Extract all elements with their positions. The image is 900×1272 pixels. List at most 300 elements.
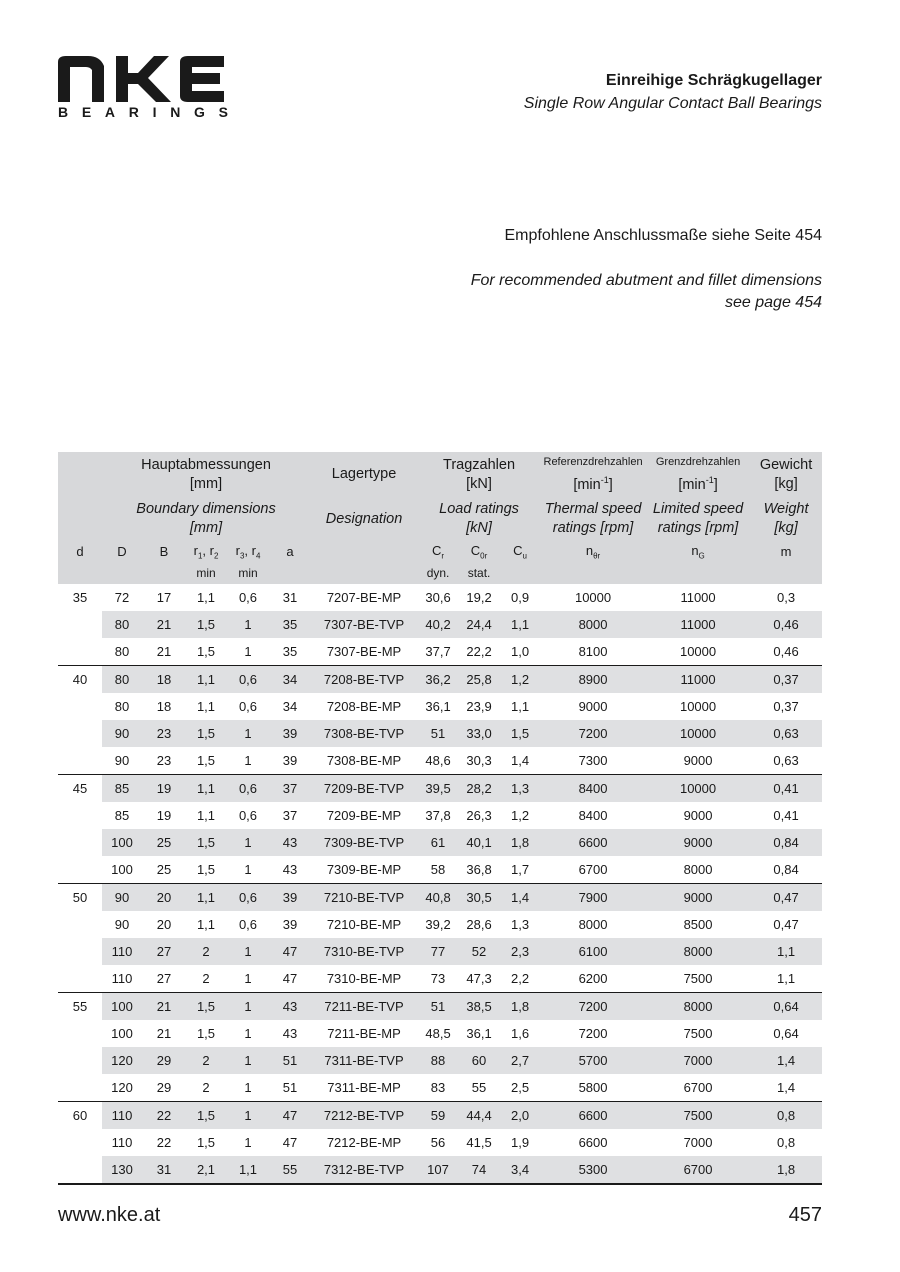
cell-type: 7211-BE-TVP [310, 993, 418, 1021]
col-cr: $C_r$ [418, 541, 458, 562]
cell-m: 1,4 [777, 1080, 796, 1095]
cell-type: 7210-BE-TVP [310, 884, 418, 912]
cell-cr: 51 [418, 720, 458, 747]
cell-cu: 1,9 [511, 1135, 530, 1150]
logo-letter: E [81, 104, 92, 120]
cell-a: 43 [270, 829, 310, 856]
col-D: D [102, 541, 142, 562]
table-row [58, 802, 822, 829]
table-row [58, 666, 822, 694]
cell-r12: 1,5 [186, 829, 226, 856]
cell-B: 29 [142, 1047, 186, 1074]
cell-nr: 8000 [578, 917, 608, 932]
cell-a: 51 [270, 1047, 310, 1074]
cell-m: 1,8 [750, 1156, 822, 1184]
cell-m: 0,84 [750, 829, 822, 856]
cell-ng: 9000 [646, 884, 750, 912]
table-row [58, 938, 822, 965]
cell-d [58, 611, 102, 638]
cell-d: 35 [72, 590, 88, 605]
cell-cu: 1,3 [511, 917, 530, 932]
cell-ng: 8000 [646, 993, 750, 1021]
cell-r12: 1,1 [196, 808, 216, 823]
cell-cu: 0,9 [511, 590, 530, 605]
table-row [58, 965, 822, 993]
table-row [58, 747, 822, 775]
cell-D: 130 [102, 1156, 142, 1184]
cell-cu: 2,3 [500, 938, 540, 965]
table-row [58, 829, 822, 856]
cell-m: 0,64 [750, 993, 822, 1021]
table-row [58, 720, 822, 747]
cell-d [58, 856, 102, 884]
cell-c0r: 55 [471, 1080, 487, 1095]
group-weight-de: Gewicht [kg] [750, 452, 822, 497]
cell-D: 110 [111, 971, 133, 986]
cell-D: 110 [111, 1135, 133, 1150]
cell-d: 45 [58, 775, 102, 803]
cell-cu: 1,4 [511, 753, 530, 768]
cell-ng: 10000 [646, 775, 750, 803]
cell-c0r: 41,5 [466, 1135, 492, 1150]
cell-nr: 10000 [574, 590, 612, 605]
cell-B: 18 [156, 699, 172, 714]
cell-ng: 8000 [683, 862, 713, 877]
cell-B: 27 [142, 938, 186, 965]
cell-D: 100 [102, 993, 142, 1021]
cell-a: 47 [270, 938, 310, 965]
cell-nr: 5300 [540, 1156, 646, 1184]
cell-nr: 7200 [540, 720, 646, 747]
cell-B: 27 [156, 971, 172, 986]
cell-cu: 1,1 [511, 699, 530, 714]
cell-cu: 1,1 [500, 611, 540, 638]
note-english-line1: For recommended abutment and fillet dimensions [470, 272, 822, 289]
cell-r34: 0,6 [238, 699, 258, 714]
cell-r34: 1 [244, 971, 252, 986]
cell-D: 90 [114, 917, 130, 932]
cell-r12: 2 [186, 1047, 226, 1074]
cell-r12: 1,5 [196, 753, 216, 768]
cell-cr: 56 [430, 1135, 446, 1150]
cell-r34: 1 [226, 1102, 270, 1130]
cell-cr: 73 [430, 971, 446, 986]
cell-type: 7207-BE-MP [326, 590, 402, 605]
group-lim-de: Grenzdrehzahlen $[\min^{-1}]$ [646, 452, 750, 497]
cell-a: 39 [270, 884, 310, 912]
cell-r34: 1 [244, 1080, 252, 1095]
cell-D: 80 [102, 611, 142, 638]
cell-c0r: 26,3 [466, 808, 492, 823]
cell-B: 31 [142, 1156, 186, 1184]
cell-cu: 1,0 [511, 644, 530, 659]
cell-r12: 2 [186, 938, 226, 965]
cell-a: 35 [270, 611, 310, 638]
cell-cu: 1,4 [500, 884, 540, 912]
cell-a: 37 [270, 775, 310, 803]
cell-m: 0,63 [773, 753, 799, 768]
cell-cr: 88 [418, 1047, 458, 1074]
sub-dyn: dyn. [418, 562, 458, 584]
table-row [58, 1129, 822, 1156]
group-load-de: Tragzahlen [kN] [418, 452, 540, 497]
cell-nr: 6600 [540, 1102, 646, 1130]
cell-nr: 6100 [540, 938, 646, 965]
page-title-german: Einreihige Schrägkugellager [605, 72, 822, 89]
cell-cu: 1,3 [500, 775, 540, 803]
cell-cu: 1,6 [511, 1026, 530, 1041]
cell-B: 22 [156, 1135, 172, 1150]
cell-r34: 1 [226, 829, 270, 856]
cell-c0r: 74 [458, 1156, 500, 1184]
cell-d: 50 [58, 884, 102, 912]
cell-r34: 1 [244, 1135, 252, 1150]
cell-d [58, 720, 102, 747]
cell-m: 1,1 [777, 971, 796, 986]
cell-d [58, 1020, 102, 1047]
cell-cr: 36,1 [425, 699, 451, 714]
cell-cr: 39,2 [425, 917, 451, 932]
cell-type: 7209-BE-MP [326, 808, 402, 823]
cell-a: 39 [270, 720, 310, 747]
cell-ng: 7500 [683, 971, 713, 986]
cell-c0r: 28,2 [458, 775, 500, 803]
cell-D: 100 [102, 829, 142, 856]
cell-cr: 39,5 [418, 775, 458, 803]
cell-D: 120 [102, 1047, 142, 1074]
sub-stat: stat. [458, 562, 500, 584]
cell-cr: 37,8 [425, 808, 451, 823]
cell-r34: 1,1 [226, 1156, 270, 1184]
cell-type: 7311-BE-MP [327, 1080, 401, 1095]
cell-m: 0,46 [773, 644, 799, 659]
cell-type: 7210-BE-MP [326, 917, 402, 932]
cell-c0r: 36,1 [466, 1026, 492, 1041]
table-row [58, 1047, 822, 1074]
cell-B: 20 [156, 917, 172, 932]
cell-B: 29 [156, 1080, 172, 1095]
cell-c0r: 22,2 [466, 644, 492, 659]
cell-c0r: 33,0 [458, 720, 500, 747]
cell-r12: 1,5 [196, 1135, 216, 1150]
cell-r12: 1,1 [186, 884, 226, 912]
cell-B: 25 [156, 862, 172, 877]
nke-logo [58, 56, 228, 120]
logo-letter: S [218, 104, 228, 120]
cell-m: 0,37 [750, 666, 822, 694]
cell-d [58, 802, 102, 829]
cell-type: 7307-BE-MP [326, 644, 402, 659]
cell-ng: 9000 [683, 808, 713, 823]
cell-r12: 1,5 [186, 993, 226, 1021]
cell-r12: 1,1 [196, 699, 216, 714]
cell-d [58, 747, 102, 775]
group-load-en: Load ratings [kN] [418, 497, 540, 541]
note-english-line2: see page 454 [725, 294, 822, 311]
cell-nr: 8000 [540, 611, 646, 638]
col-r34: $r_3$, $r_4$ [226, 541, 270, 562]
cell-r34: 0,6 [226, 666, 270, 694]
cell-type: 7307-BE-TVP [310, 611, 418, 638]
logo-letter: N [170, 104, 181, 120]
cell-a: 51 [282, 1080, 298, 1095]
cell-cr: 30,6 [425, 590, 451, 605]
cell-ng: 9000 [646, 829, 750, 856]
cell-B: 25 [142, 829, 186, 856]
cell-r12: 1,1 [196, 590, 216, 605]
cell-d [58, 638, 102, 666]
cell-m: 1,4 [750, 1047, 822, 1074]
cell-a: 39 [282, 917, 298, 932]
cell-ng: 10000 [646, 720, 750, 747]
table-row [58, 584, 822, 611]
cell-d [58, 938, 102, 965]
cell-D: 85 [114, 808, 130, 823]
cell-nr: 7200 [578, 1026, 608, 1041]
sub-min: min [186, 562, 226, 584]
cell-type: 7208-BE-MP [326, 699, 402, 714]
cell-c0r: 28,6 [466, 917, 492, 932]
cell-B: 17 [156, 590, 172, 605]
cell-d [58, 1156, 102, 1184]
cell-m: 0,41 [750, 775, 822, 803]
cell-cu: 1,8 [500, 993, 540, 1021]
cell-r34: 1 [226, 720, 270, 747]
cell-r34: 1 [244, 1026, 252, 1041]
cell-d [58, 1074, 102, 1102]
cell-d: 55 [58, 993, 102, 1021]
cell-r12: 1,1 [196, 917, 216, 932]
cell-ng: 8000 [646, 938, 750, 965]
cell-type: 7310-BE-MP [326, 971, 402, 986]
cell-r12: 1,1 [186, 666, 226, 694]
cell-m: 0,41 [773, 808, 799, 823]
cell-cu: 2,5 [511, 1080, 530, 1095]
cell-c0r: 19,2 [466, 590, 492, 605]
cell-D: 90 [102, 720, 142, 747]
col-r12: $r_1$, $r_2$ [186, 541, 226, 562]
cell-c0r: 47,3 [466, 971, 492, 986]
cell-a: 31 [282, 590, 298, 605]
cell-cr: 37,7 [425, 644, 451, 659]
cell-r34: 1 [226, 611, 270, 638]
col-c0r: $C_{0r}$ [458, 541, 500, 562]
cell-cu: 3,4 [500, 1156, 540, 1184]
cell-r34: 0,6 [238, 808, 258, 823]
cell-ng: 11000 [646, 611, 750, 638]
cell-ng: 11000 [680, 590, 716, 605]
logo-letter: I [152, 104, 157, 120]
cell-r34: 0,6 [226, 775, 270, 803]
logo-letter: G [194, 104, 205, 120]
cell-type: 7308-BE-TVP [310, 720, 418, 747]
cell-nr: 6600 [578, 1135, 608, 1150]
footer-url[interactable]: www.nke.at [58, 1204, 161, 1226]
cell-cr: 48,6 [425, 753, 451, 768]
cell-a: 47 [270, 1102, 310, 1130]
cell-nr: 6200 [578, 971, 608, 986]
col-cu: $C_u$ [500, 541, 540, 562]
cell-a: 35 [282, 644, 298, 659]
cell-ng: 9000 [683, 753, 713, 768]
table-row [58, 1074, 822, 1102]
cell-cr: 48,5 [425, 1026, 451, 1041]
cell-B: 21 [156, 644, 172, 659]
cell-d [58, 911, 102, 938]
col-n-ref: $n_{\theta r}$ [540, 541, 646, 562]
cell-r12: 1,5 [186, 1102, 226, 1130]
cell-D: 100 [111, 1026, 133, 1041]
cell-nr: 8100 [578, 644, 608, 659]
cell-B: 21 [142, 993, 186, 1021]
cell-cu: 2,0 [500, 1102, 540, 1130]
col-m: m [750, 541, 822, 562]
cell-c0r: 40,1 [458, 829, 500, 856]
col-B: B [142, 541, 186, 562]
logo-letter: B [58, 104, 69, 120]
cell-m: 1,1 [750, 938, 822, 965]
cell-a: 34 [270, 666, 310, 694]
cell-d [58, 1129, 102, 1156]
note-german: Empfohlene Anschlussmaße siehe Seite 454 [504, 227, 822, 244]
cell-nr: 5700 [540, 1047, 646, 1074]
cell-d: 40 [58, 666, 102, 694]
cell-r34: 1 [226, 993, 270, 1021]
cell-B: 21 [156, 1026, 172, 1041]
cell-cr: 51 [418, 993, 458, 1021]
cell-type: 7312-BE-TVP [310, 1156, 418, 1184]
sub-min: min [226, 562, 270, 584]
cell-B: 23 [142, 720, 186, 747]
page-number: 457 [788, 1204, 822, 1226]
cell-d [58, 829, 102, 856]
cell-type: 7308-BE-MP [326, 753, 402, 768]
group-main-en: Boundary dimensions [mm] [102, 497, 310, 541]
cell-a: 55 [270, 1156, 310, 1184]
cell-a: 47 [282, 1135, 298, 1150]
cell-nr: 5800 [578, 1080, 608, 1095]
cell-nr: 8900 [540, 666, 646, 694]
cell-ng: 7000 [646, 1047, 750, 1074]
logo-subtitle [58, 104, 228, 120]
cell-c0r: 44,4 [458, 1102, 500, 1130]
col-d: d [58, 541, 102, 562]
cell-m: 0,47 [750, 884, 822, 912]
cell-r34: 1 [226, 1047, 270, 1074]
cell-c0r: 38,5 [458, 993, 500, 1021]
cell-d [58, 693, 102, 720]
cell-r34: 1 [226, 938, 270, 965]
cell-m: 0,8 [750, 1102, 822, 1130]
cell-D: 90 [102, 884, 142, 912]
cell-cu: 1,2 [500, 666, 540, 694]
cell-cr: 58 [430, 862, 446, 877]
cell-D: 100 [111, 862, 133, 877]
cell-r34: 0,6 [226, 884, 270, 912]
group-ref-de: Referenzdrehzahlen $[\min^{-1}]$ [540, 452, 646, 497]
cell-D: 80 [114, 699, 130, 714]
cell-B: 22 [142, 1102, 186, 1130]
cell-nr: 9000 [578, 699, 608, 714]
cell-r12: 1,5 [196, 862, 216, 877]
group-weight-en: Weight [kg] [750, 497, 822, 541]
group-type-en: Designation [310, 497, 418, 541]
page-title-english: Single Row Angular Contact Ball Bearings [523, 95, 822, 112]
cell-cu: 1,2 [511, 808, 530, 823]
cell-nr: 6700 [578, 862, 608, 877]
cell-type: 7309-BE-MP [326, 862, 402, 877]
table-row [58, 638, 822, 666]
cell-d: 60 [58, 1102, 102, 1130]
cell-m: 0,37 [773, 699, 799, 714]
cell-c0r: 36,8 [466, 862, 492, 877]
cell-d [58, 965, 102, 993]
cell-r34: 0,6 [238, 917, 258, 932]
cell-nr: 6600 [540, 829, 646, 856]
nke-logo-wordmark [58, 56, 224, 102]
cell-c0r: 30,3 [466, 753, 492, 768]
cell-cr: 40,8 [418, 884, 458, 912]
cell-cr: 59 [418, 1102, 458, 1130]
cell-r12: 2 [202, 971, 210, 986]
cell-r12: 1,1 [186, 775, 226, 803]
group-lim-en: Limited speed ratings [rpm] [646, 497, 750, 541]
cell-nr: 8400 [578, 808, 608, 823]
cell-cu: 2,7 [500, 1047, 540, 1074]
cell-m: 0,63 [750, 720, 822, 747]
cell-a: 43 [282, 1026, 298, 1041]
cell-ng: 11000 [646, 666, 750, 694]
note-english [471, 270, 822, 314]
cell-type: 7209-BE-TVP [310, 775, 418, 803]
cell-m: 0,64 [773, 1026, 799, 1041]
cell-cr: 40,2 [418, 611, 458, 638]
cell-c0r: 52 [458, 938, 500, 965]
cell-m: 0,8 [777, 1135, 796, 1150]
cell-ng: 7500 [683, 1026, 713, 1041]
cell-D: 90 [114, 753, 130, 768]
cell-type: 7212-BE-TVP [310, 1102, 418, 1130]
cell-B: 19 [156, 808, 172, 823]
cell-nr: 7200 [540, 993, 646, 1021]
table-row [58, 1020, 822, 1047]
logo-letter: A [104, 104, 116, 120]
cell-cu: 1,8 [500, 829, 540, 856]
cell-B: 20 [142, 884, 186, 912]
cell-r34: 0,6 [238, 590, 258, 605]
cell-ng: 6700 [683, 1080, 713, 1095]
cell-r12: 1,5 [196, 644, 216, 659]
table-row [58, 993, 822, 1021]
group-ref-en: Thermal speed ratings [rpm] [540, 497, 646, 541]
table-row [58, 1102, 822, 1130]
cell-D: 120 [111, 1080, 133, 1095]
bearing-table [58, 452, 822, 1185]
cell-c0r: 25,8 [458, 666, 500, 694]
cell-c0r: 23,9 [466, 699, 492, 714]
cell-B: 21 [142, 611, 186, 638]
cell-ng: 8500 [683, 917, 713, 932]
cell-type: 7211-BE-MP [327, 1026, 401, 1041]
cell-type: 7309-BE-TVP [310, 829, 418, 856]
cell-D: 80 [114, 644, 130, 659]
cell-a: 37 [282, 808, 298, 823]
table-row [58, 611, 822, 638]
cell-nr: 7300 [578, 753, 608, 768]
col-n-lim: $n_G$ [646, 541, 750, 562]
cell-ng: 7500 [646, 1102, 750, 1130]
cell-r34: 1 [244, 862, 252, 877]
